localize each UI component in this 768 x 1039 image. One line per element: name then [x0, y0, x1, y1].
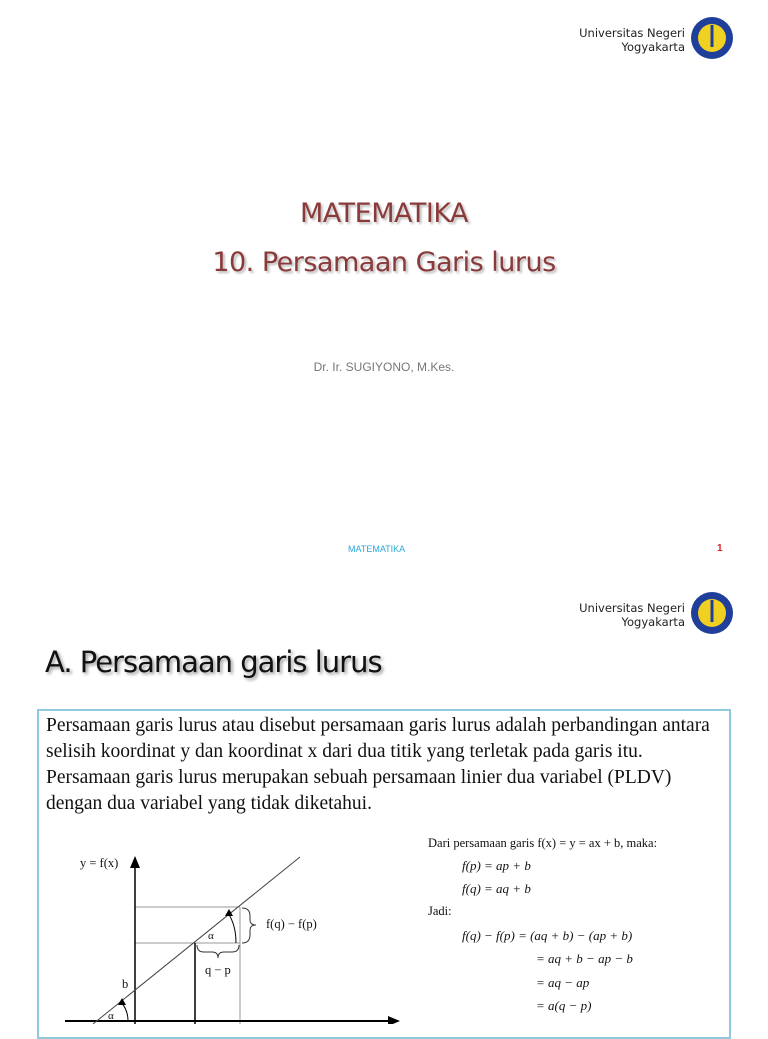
equation-fp: f(p) = ap + b: [462, 858, 531, 873]
b-label: b: [122, 977, 129, 991]
derivation-intro: Dari persamaan garis f(x) = y = ax + b, maka:: [428, 836, 658, 850]
page-number: 1: [717, 543, 723, 554]
run-label: q − p: [205, 963, 231, 977]
equation-fq: f(q) = aq + b: [462, 881, 531, 896]
institution-line2: Yogyakarta: [621, 40, 685, 54]
rise-label: f(q) − f(p): [266, 917, 317, 931]
derivation-step-4: = a(q − p): [536, 998, 592, 1013]
derivation-step-2: = aq + b − ap − b: [536, 951, 633, 966]
derivation-step-3: = aq − ap: [536, 975, 590, 990]
straight-line: [93, 857, 300, 1024]
derivation-step-1: f(q) − f(p) = (aq + b) − (ap + b): [462, 928, 633, 943]
slide-title: MATEMATIKA: [299, 198, 469, 229]
institution-line1: Universitas Negeri: [579, 26, 685, 40]
university-logo-icon: [690, 591, 734, 635]
footer-text: MATEMATIKA: [348, 544, 406, 554]
alpha-label: α: [208, 930, 214, 942]
angle-arrow-icon: [118, 998, 126, 1005]
alpha-label: α: [108, 1010, 114, 1022]
author: Dr. Ir. SUGIYONO, M.Kes.: [313, 360, 455, 374]
institution-name: [540, 601, 685, 629]
y-axis-label: y = f(x): [80, 856, 119, 870]
section-heading: A. Persamaan garis lurus: [45, 645, 382, 679]
institution-name: [540, 26, 685, 54]
institution-line1: Universitas Negeri: [579, 601, 685, 615]
rise-brace: [242, 908, 256, 943]
slide-subtitle: 10. Persamaan Garis lurus: [212, 247, 556, 278]
definition-paragraph: Persamaan garis lurus atau disebut persamaan garis lurus adalah perbandingan antara selisih koordinat y dan koordinat x dari dua titik yang terletak pada garis itu. Persamaan garis lurus merupakan sebuah persamaan linier dua variabel (PLDV) dengan dua variabel yang tidak diketahui.: [46, 715, 710, 814]
x-axis-arrow-icon: [388, 1016, 400, 1024]
run-brace: [197, 945, 239, 958]
institution-line2: Yogyakarta: [621, 615, 685, 629]
y-axis-arrow-icon: [130, 856, 140, 868]
jadi-label: Jadi:: [428, 904, 452, 918]
university-logo-icon: [690, 16, 734, 60]
